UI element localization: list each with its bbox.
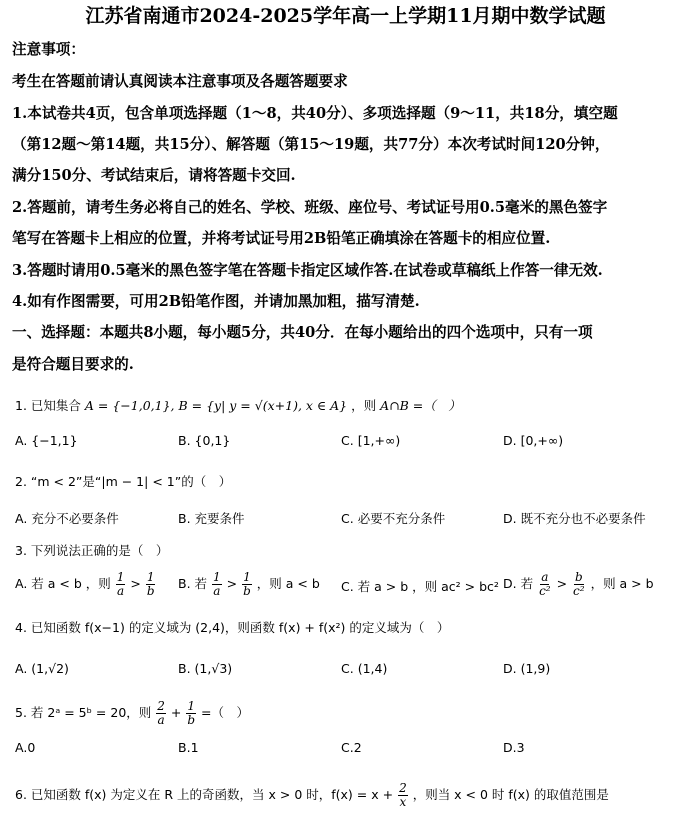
- question-3: 3. 下列说法正确的是（ ）: [15, 543, 169, 558]
- question-4-option-d: D. (1,9): [503, 661, 551, 676]
- question-6: 6. 已知函数 f(x) 为定义在 R 上的奇函数，当 x > 0 时，f(x) = x + $\frac{2}{x}$ ，则当 x < 0 时 f(x) 的取值范围是: [15, 781, 609, 809]
- notice-line-7: 4.如有作图需要，可用2B铅笔作图，并请加黑加粗，描写清楚.: [12, 293, 420, 310]
- question-4: 4. 已知函数 f(x−1) 的定义域为 (2,4)，则函数 f(x) + f(x²) 的定义域为（ ）: [15, 620, 450, 635]
- question-3-option-c: C. 若 a > b ，则 ac² > bc²: [341, 579, 499, 594]
- notice-line-1: 1.本试卷共4页，包含单项选择题（1～8，共40分）、多项选择题（9～11，共18分，填空题: [12, 105, 618, 122]
- notice-line-5: 笔写在答题卡上相应的位置，并将考试证号用2B铅笔正确填涂在答题卡的相应位置.: [12, 230, 551, 247]
- question-3-option-a: A. 若 a < b ，则 $\frac{1}{a}$ > $\frac{1}{b}$: [15, 570, 155, 598]
- question-1-option-c: C. [1,+∞): [341, 433, 401, 448]
- section-heading-line-2: 是符合题目要求的.: [12, 356, 134, 373]
- notice-line-4: 2.答题前，请考生务必将自己的姓名、学校、班级、座位号、考试证号用0.5毫米的黑色签字: [12, 199, 608, 216]
- notice-heading: 注意事项：: [12, 41, 85, 58]
- exam-title: 江苏省南通市2024-2025学年高一上学期11月期中数学试题: [85, 5, 606, 27]
- question-1: [15, 396, 461, 416]
- question-4-option-a: A. (1,√2): [15, 661, 69, 676]
- question-1-option-b: B. {0,1}: [178, 433, 231, 448]
- question-2-option-d: D. 既不充分也不必要条件: [503, 511, 646, 526]
- question-5-option-c: C.2: [341, 740, 362, 755]
- section-heading-line-1: 一、选择题：本题共8小题，每小题5分，共40分．在每小题给出的四个选项中，只有一项: [12, 324, 593, 341]
- question-4-option-c: C. (1,4): [341, 661, 388, 676]
- notice-line-6: 3.答题时请用0.5毫米的黑色签字笔在答题卡指定区域作答.在试卷或草稿纸上作答一律无效.: [12, 262, 603, 279]
- question-1-suffix: ，则: [351, 398, 377, 413]
- notice-line-2: （第12题～第14题，共15分）、解答题（第15～19题，共77分）本次考试时间120分钟，: [12, 136, 610, 153]
- question-1-option-a: A. {−1,1}: [15, 433, 78, 448]
- notice-line-3: 满分150分、考试结束后，请将答题卡交回.: [12, 167, 296, 184]
- question-1-tail: A∩B =（ ）: [380, 398, 461, 413]
- question-5: 5. 若 2ᵃ = 5ᵇ = 20，则 $\frac{2}{a}$ + $\frac{1}{b}$ =（ ）: [15, 699, 250, 727]
- question-5-option-a: A.0: [15, 740, 36, 755]
- question-2-option-c: C. 必要不充分条件: [341, 511, 446, 526]
- question-3-option-d: D. 若 $\frac{a}{\text{c²}}$ > $\frac{b}{\text{c²}}$ ，则 a > b: [503, 570, 654, 598]
- question-5-option-d: D.3: [503, 740, 525, 755]
- question-5-option-b: B.1: [178, 740, 199, 755]
- question-2-option-b: B. 充要条件: [178, 511, 245, 526]
- question-2-option-a: A. 充分不必要条件: [15, 511, 119, 526]
- question-4-option-b: B. (1,√3): [178, 661, 233, 676]
- question-1-option-d: D. [0,+∞): [503, 433, 564, 448]
- question-1-formula: A = {−1,0,1}, B = {y| y = √(x+1), x ∈ A}: [84, 398, 348, 413]
- question-2: 2. “m < 2”是“|m − 1| < 1”的（ ）: [15, 474, 232, 489]
- question-3-option-b: B. 若 $\frac{1}{a}$ > $\frac{1}{b}$ ，则 a < b: [178, 570, 320, 598]
- question-1-prefix: 1. 已知集合: [15, 398, 81, 413]
- notice-intro: 考生在答题前请认真阅读本注意事项及各题答题要求: [12, 73, 348, 90]
